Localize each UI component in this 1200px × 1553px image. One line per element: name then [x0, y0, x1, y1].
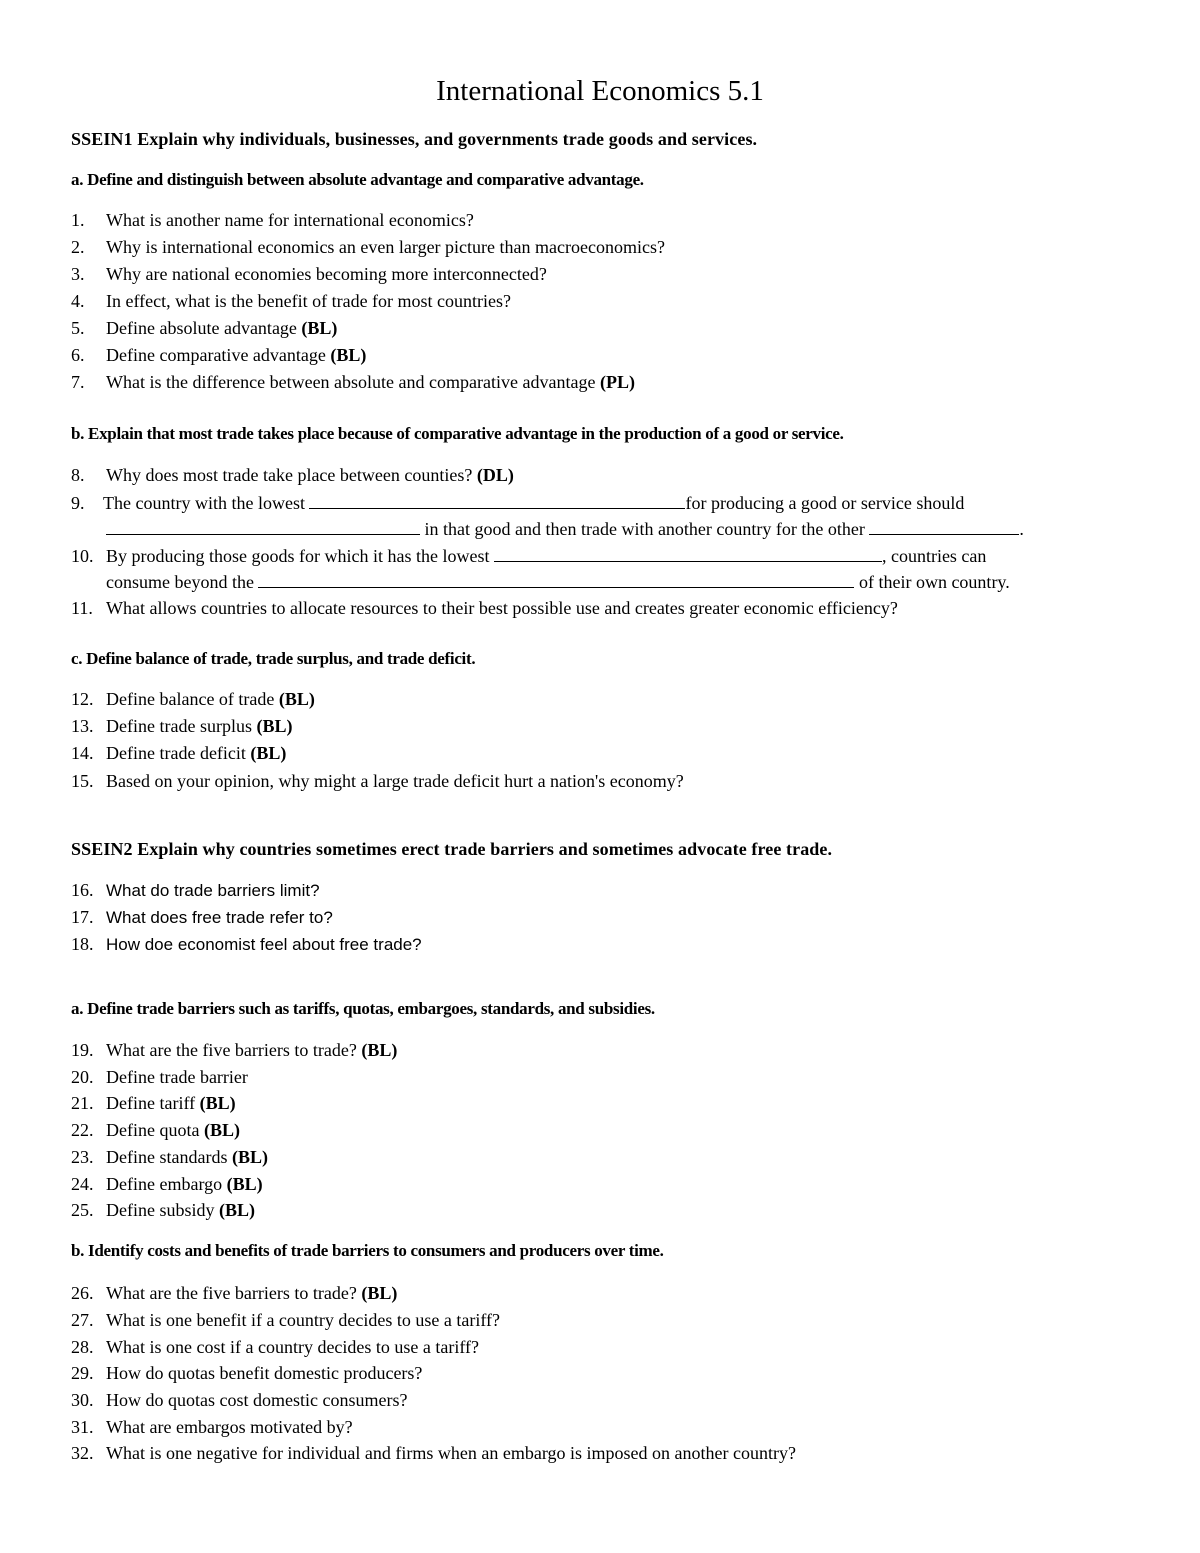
question-text: What does free trade refer to?: [106, 908, 333, 927]
question-text: in that good and then trade with another country for the other: [420, 519, 870, 539]
question-text: consume beyond the: [106, 572, 259, 592]
question-number: 12.: [71, 689, 94, 709]
question-text: What do trade barriers limit?: [106, 881, 320, 900]
question-text: What is one cost if a country decides to use a tariff?: [106, 1337, 480, 1357]
question-text: How do quotas cost domestic consumers?: [106, 1390, 408, 1410]
question-number: 28.: [71, 1337, 94, 1357]
level-tag: (BL): [330, 345, 367, 365]
question-number: 1.: [71, 210, 85, 230]
standard-heading-sscin1: SSEIN1 Explain why individuals, businesses, and governments trade goods and services.: [71, 129, 758, 149]
question-number: 20.: [71, 1067, 94, 1087]
question-11: [71, 595, 898, 621]
question-text: Why does most trade take place between counties?: [106, 465, 477, 485]
question-text: What is the difference between absolute and comparative advantage: [106, 372, 600, 392]
question-text: of their own country.: [854, 572, 1010, 592]
question-number: 21.: [71, 1093, 94, 1113]
question-text: Define subsidy: [106, 1200, 219, 1220]
answer-blank[interactable]: [309, 490, 685, 509]
level-tag: (BL): [361, 1283, 398, 1303]
answer-blank[interactable]: [869, 516, 1019, 535]
question-32: [71, 1440, 796, 1466]
level-tag: (PL): [599, 372, 635, 392]
question-number: 11.: [71, 598, 93, 618]
question-29: [71, 1360, 422, 1386]
question-30: [71, 1387, 407, 1413]
question-22: [71, 1117, 240, 1143]
question-24: [71, 1171, 263, 1197]
question-text: What is one negative for individual and firms when an embargo is imposed on another country?: [106, 1443, 796, 1463]
question-text: .: [1019, 519, 1024, 539]
standard-heading-ssein2: SSEIN2 Explain why countries sometimes erect trade barriers and sometimes advocate free trade.: [71, 839, 833, 859]
question-number: 13.: [71, 716, 94, 736]
level-tag: (BL): [226, 1174, 263, 1194]
question-text: By producing those goods for which it has the lowest: [106, 546, 494, 566]
level-tag: (BL): [218, 1200, 255, 1220]
question-text: Based on your opinion, why might a large trade deficit hurt a nation's economy?: [106, 771, 684, 791]
question-9-continued: [106, 516, 1024, 542]
question-27: [71, 1307, 500, 1333]
question-text: , countries can: [881, 546, 987, 566]
question-18: [71, 931, 422, 958]
question-text: How doe economist feel about free trade?: [106, 935, 422, 954]
question-number: 24.: [71, 1174, 94, 1194]
answer-blank[interactable]: [106, 516, 420, 535]
question-text: Define trade barrier: [106, 1067, 248, 1087]
question-number: 10.: [71, 546, 94, 566]
page-title: International Economics 5.1: [436, 75, 764, 107]
question-text: Why is international economics an even larger picture than macroeconomics?: [106, 237, 665, 257]
question-10-continued: [106, 569, 1010, 595]
question-number: 18.: [71, 934, 94, 954]
question-text: Define trade surplus: [106, 716, 257, 736]
question-13: [71, 713, 292, 739]
question-text: Define absolute advantage: [106, 318, 302, 338]
question-text: How do quotas benefit domestic producers?: [106, 1363, 423, 1383]
question-number: 30.: [71, 1390, 94, 1410]
question-number: 5.: [71, 318, 85, 338]
question-number: 3.: [71, 264, 85, 284]
question-number: 7.: [71, 372, 85, 392]
question-number: 19.: [71, 1040, 94, 1060]
question-number: 23.: [71, 1147, 94, 1167]
question-12: [71, 686, 315, 712]
question-text: In effect, what is the benefit of trade for most countries?: [106, 291, 512, 311]
question-text: Define standards: [106, 1147, 232, 1167]
question-15: [71, 768, 684, 794]
question-number: 6.: [71, 345, 85, 365]
question-text: What allows countries to allocate resources to their best possible use and creates greater economic efficiency?: [106, 598, 898, 618]
level-tag: (BL): [278, 689, 315, 709]
question-number: 26.: [71, 1283, 94, 1303]
question-14: [71, 740, 286, 766]
section-heading-b1: b. Explain that most trade takes place because of comparative advantage in the production of a good or service.: [71, 424, 844, 443]
question-number: 16.: [71, 880, 94, 900]
question-28: [71, 1334, 479, 1360]
question-25: [71, 1197, 255, 1223]
level-tag: (BL): [199, 1093, 236, 1113]
question-number: 9.: [71, 493, 85, 513]
question-text: What is another name for international economics?: [106, 210, 474, 230]
question-text: What is one benefit if a country decides to use a tariff?: [106, 1310, 501, 1330]
question-number: 4.: [71, 291, 85, 311]
level-tag: (DL): [476, 465, 514, 485]
question-number: 17.: [71, 907, 94, 927]
question-16: [71, 877, 320, 904]
question-text: Define tariff: [106, 1093, 200, 1113]
question-19: [71, 1037, 397, 1063]
question-number: 27.: [71, 1310, 94, 1330]
question-text: What are the five barriers to trade?: [106, 1283, 362, 1303]
level-tag: (BL): [361, 1040, 398, 1060]
question-31: [71, 1414, 353, 1440]
question-text: Define balance of trade: [106, 689, 279, 709]
question-text: Why are national economies becoming more interconnected?: [106, 264, 547, 284]
question-number: 2.: [71, 237, 85, 257]
question-1: [71, 207, 474, 233]
question-text: What are the five barriers to trade?: [106, 1040, 362, 1060]
question-17: [71, 904, 333, 931]
question-26: [71, 1280, 397, 1306]
question-7: [71, 369, 635, 395]
section-heading-a2: a. Define trade barriers such as tariffs, quotas, embargoes, standards, and subsidies.: [71, 999, 655, 1018]
question-number: 14.: [71, 743, 94, 763]
question-3: [71, 261, 547, 287]
question-text: Define quota: [106, 1120, 204, 1140]
question-23: [71, 1144, 268, 1170]
answer-blank[interactable]: [258, 569, 854, 588]
question-text: The country with the lowest: [103, 493, 310, 513]
question-number: 29.: [71, 1363, 94, 1383]
question-5: [71, 315, 337, 341]
question-9: [71, 490, 964, 516]
question-text: Define embargo: [106, 1174, 227, 1194]
question-21: [71, 1090, 236, 1116]
question-20: [71, 1064, 248, 1090]
question-text: Define comparative advantage: [106, 345, 331, 365]
question-number: 15.: [71, 771, 94, 791]
question-4: [71, 288, 511, 314]
level-tag: (BL): [301, 318, 338, 338]
question-10: [71, 543, 986, 569]
question-8: [71, 462, 514, 488]
section-heading-b2: b. Identify costs and benefits of trade barriers to consumers and producers over time.: [71, 1241, 664, 1260]
question-number: 22.: [71, 1120, 94, 1140]
section-heading-c1: c. Define balance of trade, trade surplus, and trade deficit.: [71, 649, 476, 668]
question-number: 32.: [71, 1443, 94, 1463]
level-tag: (BL): [250, 743, 287, 763]
section-heading-a1: a. Define and distinguish between absolute advantage and comparative advantage.: [71, 170, 644, 189]
question-number: 25.: [71, 1200, 94, 1220]
level-tag: (BL): [256, 716, 293, 736]
answer-blank[interactable]: [494, 543, 882, 562]
question-text: Define trade deficit: [106, 743, 251, 763]
question-2: [71, 234, 665, 260]
question-number: 31.: [71, 1417, 94, 1437]
question-number: 8.: [71, 465, 85, 485]
level-tag: (BL): [203, 1120, 240, 1140]
question-text: for producing a good or service should: [685, 493, 965, 513]
question-text: What are embargos motivated by?: [106, 1417, 353, 1437]
level-tag: (BL): [231, 1147, 268, 1167]
question-6: [71, 342, 366, 368]
